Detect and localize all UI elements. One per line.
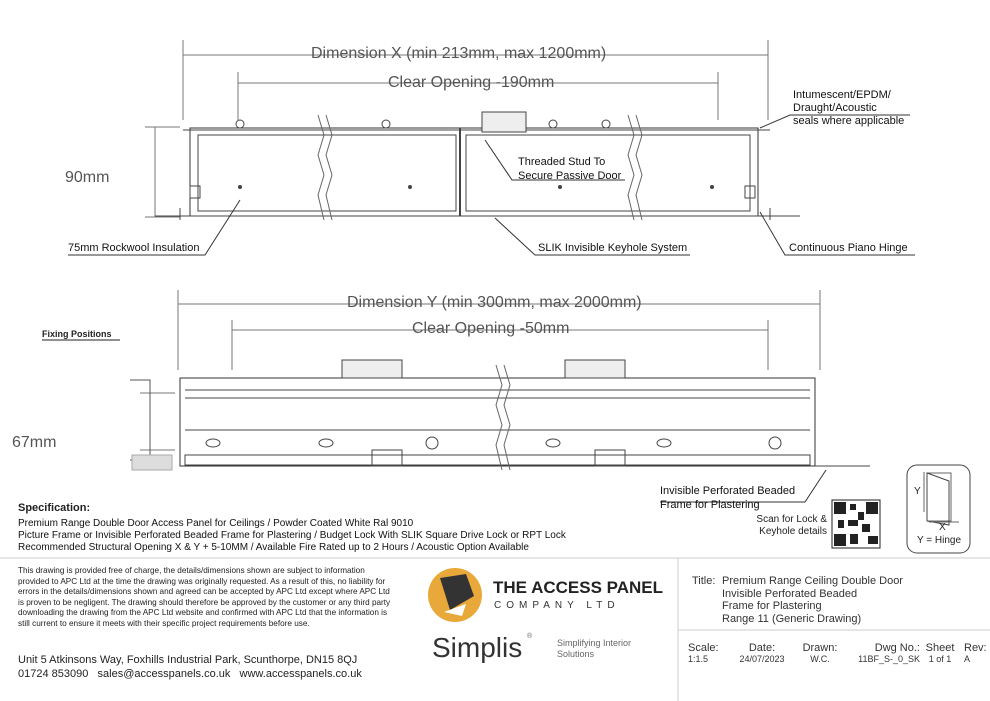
legend-y: Y — [914, 486, 921, 497]
stud-line: Threaded Stud To — [518, 156, 606, 168]
title-line: Frame for Plastering — [722, 600, 822, 612]
field-value: 1:1.5 — [688, 654, 709, 664]
field-sheet — [920, 642, 960, 664]
title-block-fields — [688, 642, 990, 664]
field-value: W.C. — [810, 654, 830, 664]
phone: 01724 853090 — [18, 668, 89, 680]
qr-caption — [745, 514, 827, 538]
field-dwg-no — [846, 642, 920, 664]
field-label: Scale: — [688, 642, 719, 654]
insulation-note: 75mm Rockwool Insulation — [68, 242, 200, 254]
seals-line: Draught/Acoustic — [793, 102, 877, 114]
field-value: 11BF_S-_0_SK — [858, 654, 920, 664]
top-depth-label: 90mm — [65, 169, 110, 186]
address: Unit 5 Atkinsons Way, Foxhills Industrial Park, Scunthorpe, DN15 8QJ — [18, 654, 358, 666]
field-value: A — [964, 654, 971, 664]
dimension-x-label: Dimension X (min 213mm, max 1200mm) — [311, 45, 607, 62]
field-label: Sheet — [925, 642, 955, 654]
drawing-title — [722, 575, 903, 625]
seals-line: seals where applicable — [793, 115, 905, 127]
field-drawn — [794, 642, 846, 664]
title-line: Premium Range Ceiling Double Door — [722, 575, 903, 587]
side-depth-label: 67mm — [12, 434, 57, 451]
frame-note — [660, 484, 795, 512]
frame-line: Invisible Perforated Beaded — [660, 485, 796, 497]
threaded-stud-note — [518, 155, 621, 183]
qr-caption-line: Scan for Lock & — [756, 514, 827, 525]
field-value: 1 of 1 — [928, 654, 952, 664]
hinge-note: Continuous Piano Hinge — [789, 242, 908, 254]
side-clear-opening-label: Clear Opening -50mm — [412, 320, 570, 337]
company-suffix: COMPANY LTD — [494, 600, 620, 611]
field-rev — [960, 642, 990, 664]
seals-note — [793, 89, 904, 128]
company-logo-mark — [428, 568, 482, 622]
field-label: Date: — [748, 642, 776, 654]
side-dimension-lines — [140, 290, 820, 450]
tagline-line: Simplifying Interior — [557, 638, 632, 648]
spec-line: Picture Frame or Invisible Perforated Beaded Frame for Plastering / Budget Lock With SLIK Square Drive Lock or RPT Lock — [18, 530, 566, 541]
title-line: Invisible Perforated Beaded — [722, 587, 858, 600]
email-link[interactable]: sales@accesspanels.co.uk — [97, 668, 231, 680]
fixing-positions-label: Fixing Positions — [42, 329, 112, 339]
website-link[interactable]: www.accesspanels.co.uk — [239, 668, 362, 680]
disclaimer: This drawing is provided free of charge, the details/dimensions shown are subject to information provided to APC Ltd at the time the drawing was originally requested. As a result of this, no liability for errors in the details/dimensions shown and agreed can be accepted by APC Ltd except where APC Ltd is proven to be negligent. The drawing should therefore be approved by the customer or any third party downloading the drawing from the APC Ltd website and confirmed with APC Ltd that the information is still current to ensure it meets with their specific project requirements before use. — [18, 566, 391, 628]
spec-line: Premium Range Double Door Access Panel for Ceilings / Powder Coated White Ral 9010 — [18, 518, 414, 529]
legend-caption: Y = Hinge — [917, 535, 962, 546]
frame-line: Frame for Plastering — [660, 499, 760, 511]
qr-caption-line: Keyhole details — [759, 526, 827, 537]
title-line: Range 11 (Generic Drawing) — [722, 612, 862, 625]
seals-line: Intumescent/EPDM/ — [793, 89, 891, 101]
stud-line: Secure Passive Door — [518, 170, 622, 182]
qr-code — [832, 500, 880, 548]
dimension-y-label: Dimension Y (min 300mm, max 2000mm) — [347, 294, 642, 311]
field-label: Drawn: — [802, 642, 838, 654]
keyhole-note: SLIK Invisible Keyhole System — [538, 242, 688, 254]
tagline-line: Solutions — [557, 649, 595, 659]
legend-x: X — [939, 522, 946, 533]
title-label: Title: — [692, 575, 716, 587]
field-value: 24/07/2023 — [739, 654, 785, 664]
field-date — [730, 642, 794, 664]
company-name: THE ACCESS PANEL — [493, 578, 664, 597]
spec-line: Recommended Structural Opening X & Y + 5-10MM / Available Fire Rated up to 2 Hours / Acoustic Option Available — [18, 542, 529, 553]
simplis-logo: Simplis — [432, 632, 523, 663]
top-leader-lines — [68, 115, 915, 255]
registered-mark: ® — [527, 633, 533, 640]
specification-lines — [18, 518, 566, 554]
field-label: Rev: — [964, 642, 987, 654]
field-scale — [688, 642, 730, 664]
simplis-tagline — [557, 638, 631, 660]
side-panel-section — [130, 360, 870, 470]
top-clear-opening-label: Clear Opening -190mm — [388, 74, 555, 91]
specification-heading: Specification: — [18, 502, 91, 514]
top-panel-section — [155, 112, 800, 220]
contact-line — [18, 668, 362, 680]
field-label: Dwg No.: — [874, 642, 920, 654]
